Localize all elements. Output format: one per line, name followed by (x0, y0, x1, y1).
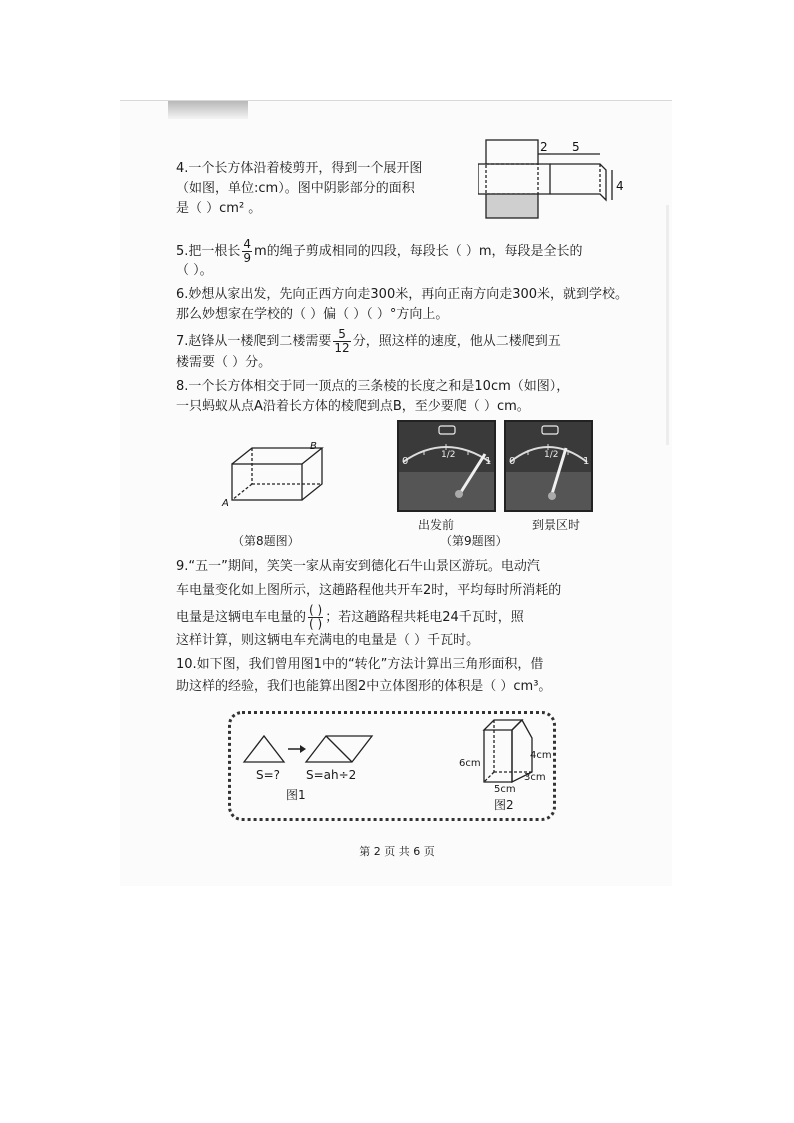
q10-fig1-caption: 图1 (286, 788, 306, 802)
q7-line2: 楼需要（ ）分。 (176, 355, 272, 370)
q9-before-tick-0: 0 (402, 456, 409, 467)
q10-dim-6cm: 6cm (459, 758, 481, 769)
q4-line1: 4.一个长方体沿着棱剪开，得到一个展开图 (176, 161, 423, 176)
q8-label-a: A (222, 498, 229, 509)
q9-fraction-num: ( ) (309, 603, 323, 617)
q6-line2: 那么妙想家在学校的（ ）偏（ ）（ ）°方向上。 (176, 307, 449, 322)
q10-fig1-s: S=? (256, 768, 281, 782)
page-footer: 第 2 页 共 6 页 (359, 845, 435, 858)
q7-line1 (176, 328, 561, 355)
q9-fraction-den: ( ) (309, 617, 323, 631)
q9-gauge-after (504, 420, 593, 512)
q7-fraction (333, 328, 350, 355)
q9-line3-prefix: 电量是这辆电车电量的 (176, 610, 307, 625)
q9-fraction (308, 604, 323, 631)
q9-gauge-before (397, 420, 496, 512)
scan-edge (666, 205, 669, 445)
q5-suffix: m的绳子剪成相同的四段，每段长（ ）m，每段是全长的 (254, 244, 583, 259)
q4-net-figure (478, 134, 628, 224)
q4-line2: （如图，单位:cm）。图中阴影部分的面积 (176, 181, 415, 196)
q10-fig2-caption: 图2 (494, 798, 514, 812)
q10-line2: 助这样的经验，我们也能算出图2中立体图形的体积是（ ）cm³。 (176, 679, 552, 694)
q5-prefix: 5.把一根长 (176, 244, 241, 259)
q7-suffix: 分，照这样的速度，他从二楼爬到五 (352, 334, 561, 349)
q7-prefix: 7.赵锋从一楼爬到二楼需要 (176, 334, 332, 349)
q7-fraction-num: 5 (333, 328, 350, 342)
q10-fig1-formula: S=ah÷2 (306, 768, 357, 782)
q5-line1 (176, 238, 583, 265)
q9-before-tick-1: 1 (485, 456, 492, 467)
q9-figure-caption: （第9题图） (440, 534, 508, 548)
q10-dim-3cm: 3cm (524, 772, 546, 783)
q4-dim-2: 2 (540, 140, 548, 154)
q9-gauge-before-dial (399, 422, 494, 510)
q8-line2: 一只蚂蚁从点A沿着长方体的棱爬到点B，至少要爬（ ）cm。 (176, 399, 530, 414)
q9-after-tick-0: 0 (509, 456, 516, 467)
q9-line2: 车电量变化如上图所示，这趟路程他共开车2时，平均每时所消耗的 (176, 583, 562, 598)
q4-line3: 是（ ）cm² 。 (176, 201, 262, 216)
q9-line3 (176, 604, 524, 631)
q8-cuboid-figure (218, 440, 328, 510)
q9-after-tick-half: 1/2 (544, 450, 559, 460)
q9-right-caption: 到景区时 (532, 518, 581, 532)
q9-gauge-after-dial (506, 422, 591, 510)
q4-dim-4: 4 (616, 179, 624, 193)
q8-label-b: B (310, 441, 317, 452)
q5-line2: （ ）。 (176, 263, 213, 278)
q10-dim-5cm: 5cm (494, 784, 516, 795)
q8-line1: 8.一个长方体相交于同一顶点的三条棱的长度之和是10cm（如图）， (176, 379, 570, 394)
q10-dim-4cm: 4cm (530, 750, 552, 761)
q5-fraction (242, 238, 252, 265)
q6-line1: 6.妙想从家出发，先向正西方向走300米，再向正南方向走300米，就到学校。 (176, 287, 629, 302)
q10-fig1 (240, 728, 390, 768)
scan-shadow (168, 101, 248, 119)
q5-fraction-den: 9 (243, 251, 252, 265)
q5-fraction-num: 4 (243, 237, 252, 251)
q9-before-tick-half: 1/2 (441, 450, 456, 460)
q4-dim-5: 5 (572, 140, 580, 154)
q9-line1: 9.“五一”期间，笑笑一家从南安到德化石牛山景区游玩。电动汽 (176, 559, 540, 574)
q8-caption: （第8题图） (232, 534, 300, 548)
q9-after-tick-1: 1 (583, 456, 590, 467)
q9-line4: 这样计算，则这辆电车充满电的电量是（ ）千瓦时。 (176, 633, 480, 648)
q7-fraction-den: 12 (334, 341, 350, 355)
q9-left-caption: 出发前 (418, 518, 455, 532)
q9-line3-suffix: ；若这趟路程共耗电24千瓦时，照 (325, 610, 524, 625)
q10-line1: 10.如下图，我们曾用图1中的“转化”方法计算出三角形面积，借 (176, 657, 544, 672)
